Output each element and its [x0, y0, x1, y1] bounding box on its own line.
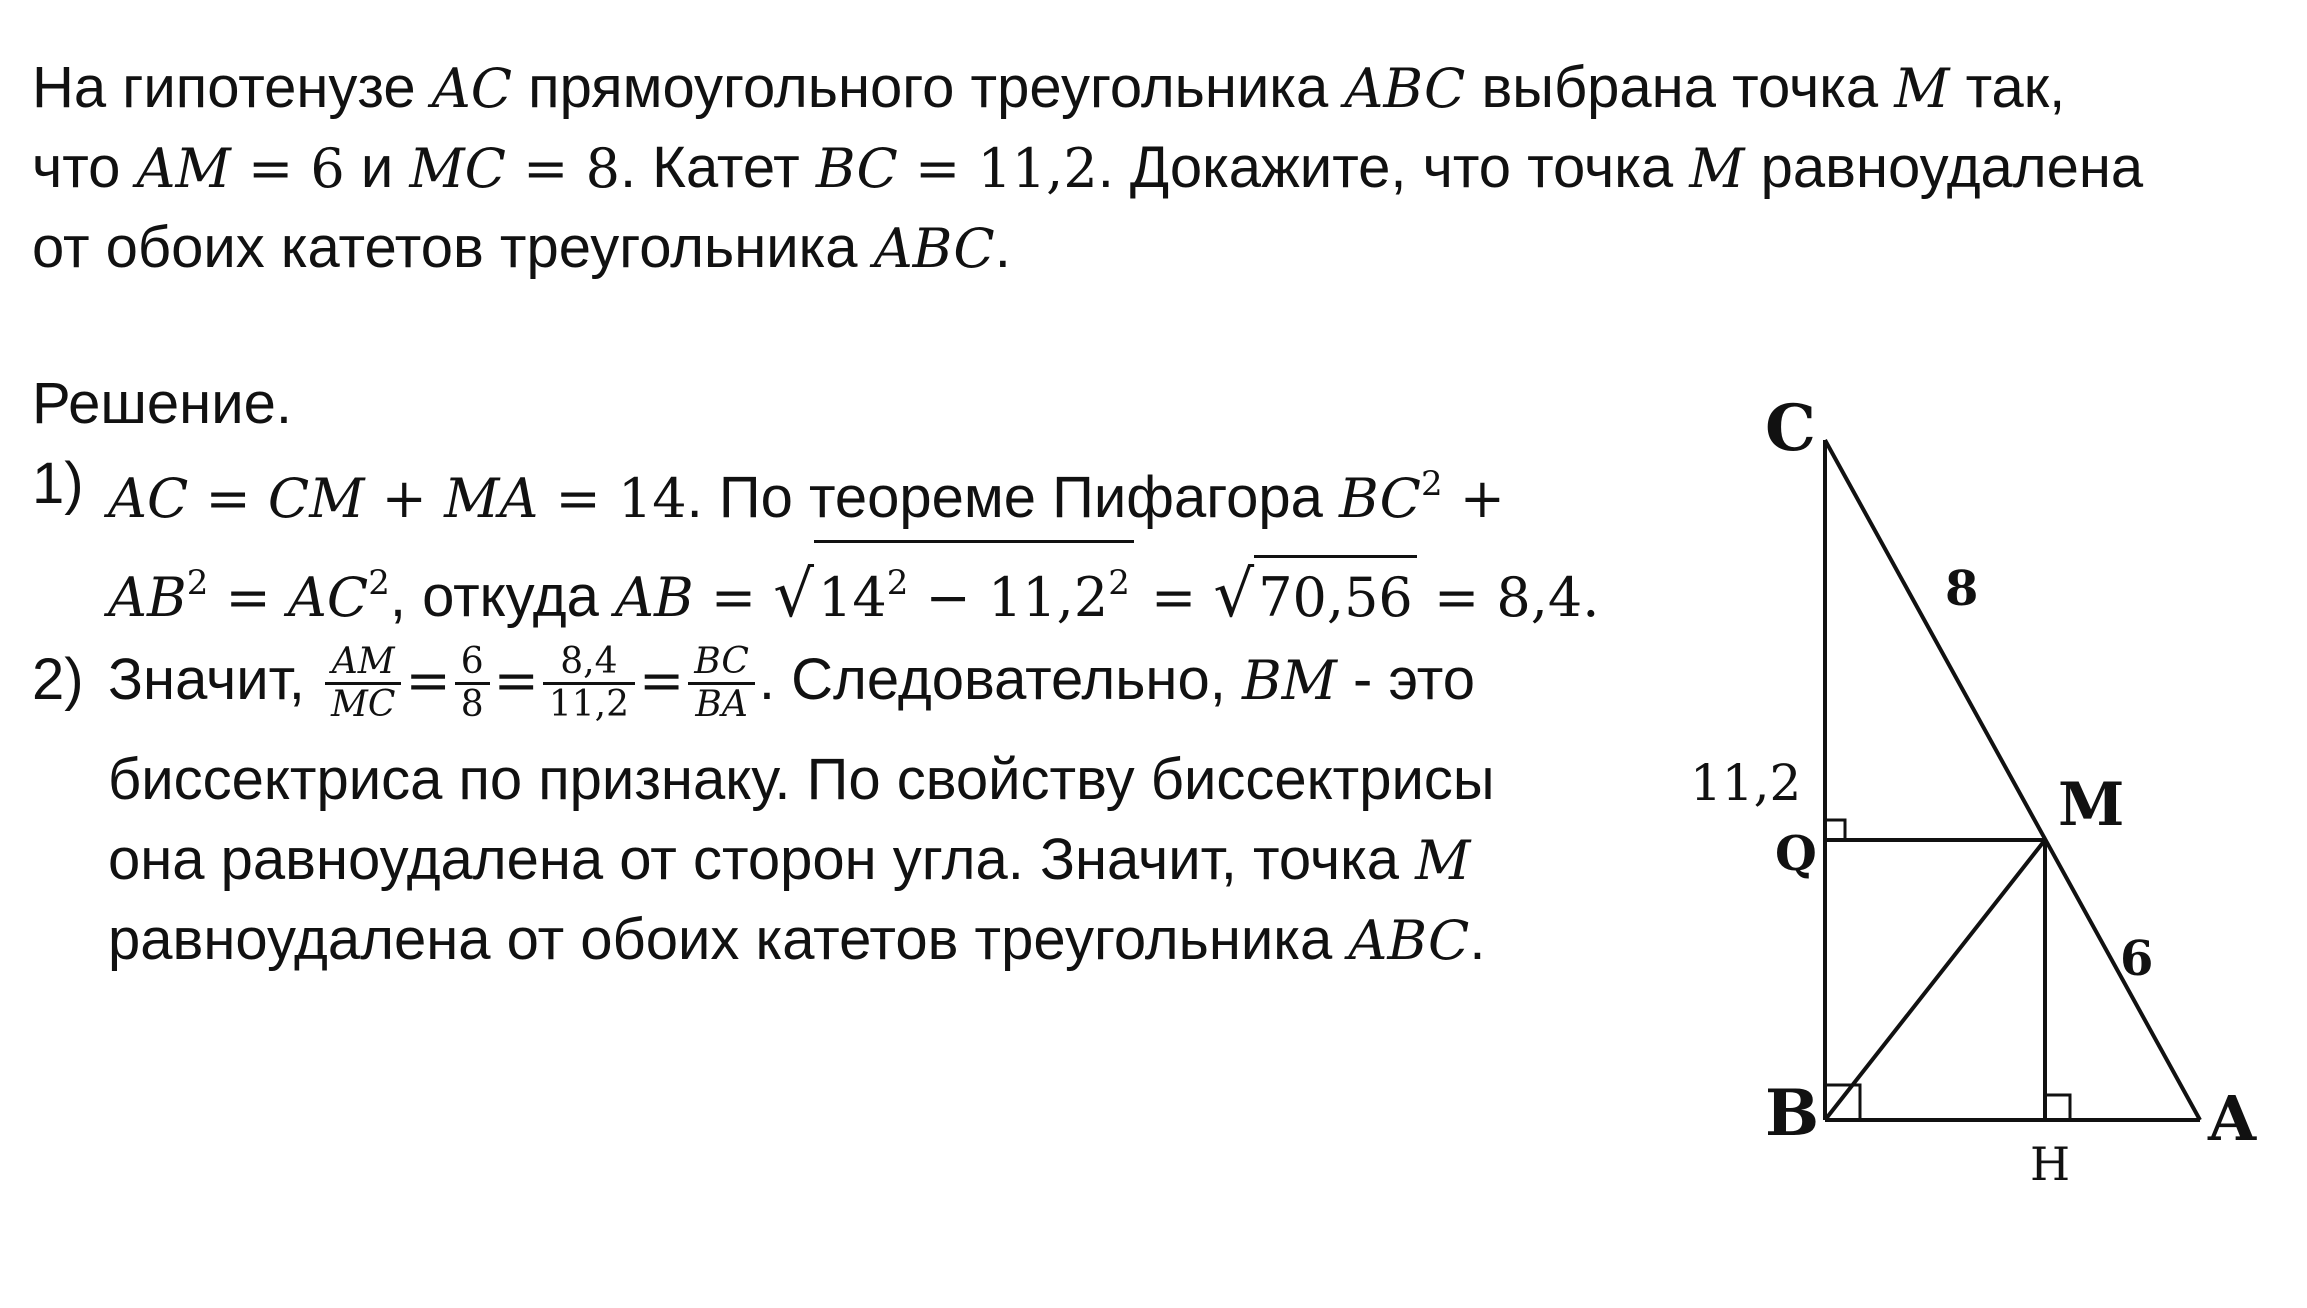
fraction-am-mc — [325, 642, 401, 725]
math: = — [405, 649, 451, 712]
math: = 14 — [538, 467, 687, 530]
math: BC — [1338, 467, 1421, 530]
text: . По теореме Пифагора — [686, 465, 1339, 530]
text: , откуда — [389, 564, 615, 629]
text: 2 — [1421, 464, 1443, 504]
math-abc: ABC — [873, 217, 995, 280]
math-abc: ABC — [1344, 57, 1466, 120]
text: выбрана точка — [1465, 55, 1895, 120]
step-2-line-3 — [108, 820, 1470, 901]
problem-line-3 — [32, 208, 1011, 289]
text: 2 — [186, 563, 209, 603]
text: 70,56 — [1254, 555, 1417, 638]
problem-line-2 — [32, 128, 2143, 209]
solution-heading: Решение. — [32, 371, 292, 436]
text: прямоугольного треугольника — [512, 55, 1345, 120]
right-angle-h — [2045, 1095, 2070, 1120]
text: - это — [1336, 647, 1475, 712]
math: AC = CM + MA — [108, 467, 539, 530]
text: 2 — [886, 563, 909, 603]
bisector-bm — [1825, 840, 2045, 1120]
label-length-ma: 6 — [2120, 931, 2154, 987]
fraction-84-112 — [543, 642, 635, 725]
math: + — [1442, 467, 1506, 530]
step-2-line-4 — [108, 900, 1485, 981]
math: = — [1133, 566, 1214, 629]
math-m: M — [1894, 57, 1950, 120]
math: = 11,2 — [897, 137, 1098, 200]
text: AM — [325, 642, 401, 685]
math: = — [493, 649, 539, 712]
step-1-number: 1) — [32, 451, 84, 516]
math: ABC — [1348, 909, 1470, 972]
label-length-cm: 8 — [1945, 561, 1979, 617]
math: = 8 — [506, 137, 620, 200]
sqrt-expression-2: √70,56 — [1213, 555, 1416, 638]
math: M — [1415, 829, 1471, 892]
text: 6 — [455, 642, 490, 685]
math-bc: BC — [815, 137, 898, 200]
right-angle-q — [1825, 820, 1845, 840]
label-b: B — [1765, 1076, 1820, 1151]
text: 2 — [368, 563, 390, 603]
text: 11,2 — [548, 684, 629, 726]
text: 8,4 — [543, 642, 635, 685]
text: MC — [331, 684, 396, 726]
text: BA — [695, 684, 748, 726]
step-1-line-2 — [108, 540, 1599, 638]
math: BM — [1241, 649, 1337, 712]
text: . — [1469, 907, 1486, 972]
text: и — [344, 135, 410, 200]
math: = — [208, 566, 288, 629]
math-m: M — [1689, 137, 1745, 200]
math: = 6 — [230, 137, 345, 200]
triangle-figure — [1660, 395, 2300, 1195]
hypotenuse-ca — [1825, 440, 2200, 1120]
math-am: AM — [136, 137, 231, 200]
text: так, — [1949, 55, 2066, 120]
step-1-line-1 — [108, 444, 1505, 539]
problem-line-1 — [32, 48, 2065, 129]
step-2-line-2: биссектриса по признаку. По свойству биссектрисы — [108, 747, 1495, 812]
text: 8 — [460, 684, 484, 726]
text: равноудалена от обоих катетов треугольника — [108, 907, 1349, 972]
step-2-line-1 — [108, 640, 1475, 725]
math: AC — [287, 566, 369, 629]
text: что — [32, 135, 137, 200]
text: . Докажите, что точка — [1097, 135, 1690, 200]
text: Значит, — [108, 647, 322, 712]
fraction-6-8 — [455, 642, 490, 725]
math-ac: AC — [431, 57, 513, 120]
math-mc: MC — [409, 137, 506, 200]
math: = — [639, 649, 685, 712]
text: BC — [688, 642, 755, 685]
fraction-bc-ba — [688, 642, 755, 725]
text: . — [994, 215, 1011, 280]
math: = — [693, 566, 774, 629]
text: − 11,2 — [908, 566, 1109, 629]
text: На гипотенузе — [32, 55, 432, 120]
label-q: Q — [1775, 826, 1817, 882]
text: 14 — [818, 566, 887, 629]
step-2-number: 2) — [32, 647, 84, 712]
label-length-bc: 11,2 — [1690, 754, 1802, 812]
text: от обоих катетов треугольника — [32, 215, 874, 280]
math: AB — [108, 566, 187, 629]
label-c: C — [1765, 395, 1816, 466]
sqrt-expression-1: $√14^2 - 11,2^2$ — [773, 540, 1134, 638]
label-a: A — [2208, 1082, 2257, 1155]
text: 2 — [1108, 563, 1130, 603]
label-h: H — [2030, 1137, 2071, 1191]
math: = 8,4. — [1416, 566, 1600, 629]
math: AB — [614, 566, 694, 629]
text: равноудалена — [1744, 135, 2144, 200]
label-m: M — [2058, 770, 2125, 840]
text: . Катет — [619, 135, 816, 200]
text: . Следовательно, — [758, 647, 1242, 712]
text: она равноудалена от сторон угла. Значит, точка — [108, 827, 1416, 892]
